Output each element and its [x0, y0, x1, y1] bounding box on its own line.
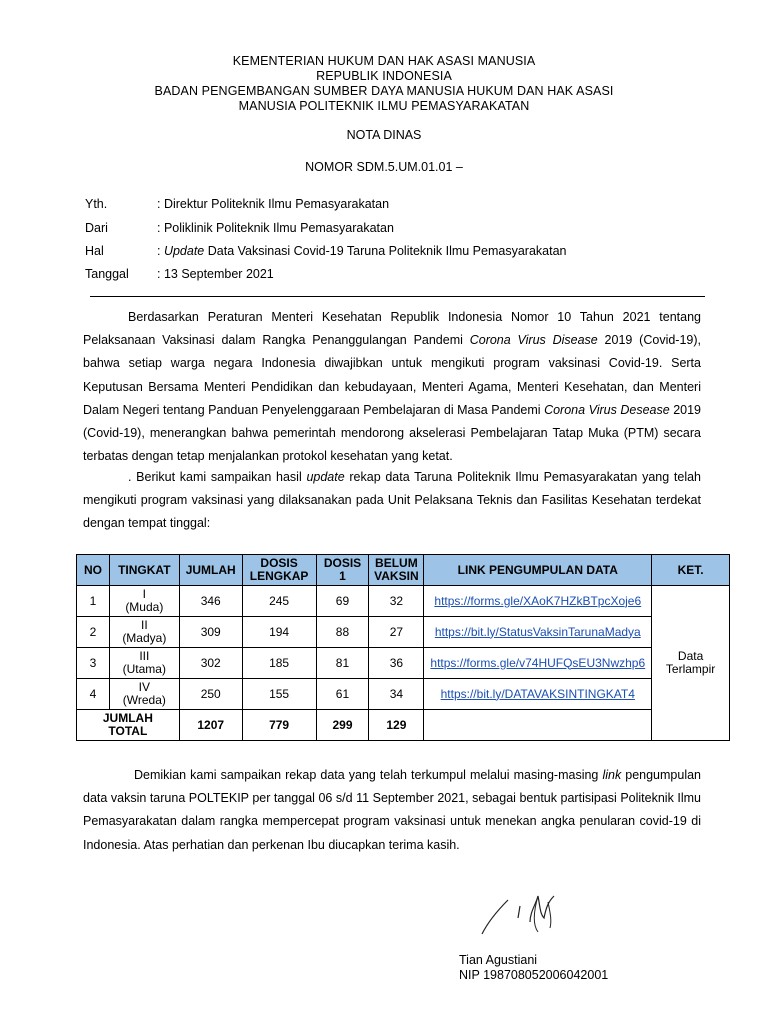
letterhead-line-1: KEMENTERIAN HUKUM DAN HAK ASASI MANUSIA — [232, 54, 536, 68]
cell-belum: 36 — [369, 648, 424, 679]
link-form-tingkat-2[interactable]: https://bit.ly/StatusVaksinTarunaMadya — [434, 624, 641, 639]
cell-tingkat-level: II — [140, 618, 148, 632]
header-dosis1-1: DOSIS — [323, 556, 362, 570]
cell-tingkat-sub: (Wreda) — [122, 693, 166, 707]
cell-link — [424, 617, 652, 648]
para1-italic-a: Corona Virus Disease — [469, 333, 598, 348]
cell-tingkat-level: I — [142, 587, 146, 601]
para1-text-c: 2019 (Covid-19), menerangkan bahwa pemerintah mendorong akselerasi Pembelajaran Tatap Muka (PTM) secara terbatas dengan tetap menjalankan protokol kesehatan yang ketat. — [83, 402, 702, 464]
header-belum-1: BELUM — [375, 556, 418, 570]
link-form-tingkat-1[interactable]: https://forms.gle/XAoK7HZkBTpcXoje6 — [434, 593, 642, 608]
cell-tingkat-sub: (Muda) — [125, 600, 164, 614]
table-total-row — [77, 710, 730, 741]
header-dosis1-2: 1 — [339, 569, 346, 583]
para1-text-b: 2019 (Covid-19), bahwa setiap warga negara Indonesia diwajibkan untuk mengikuti program vaksinasi Covid-19. Serta Keputusan Bersama Menteri Pendidikan dan kebudayaan, Menteri Agama, Menteri Kesehatan, dan Menteri Dalam Negeri tentang Panduan Penyelenggaraan Pembelajaran di Masa Pandemi — [83, 333, 702, 417]
ket-line-2: Terlampir — [665, 662, 716, 676]
cell-link — [424, 679, 652, 710]
separator-line — [90, 296, 705, 297]
cell-tingkat-sub: (Madya) — [122, 631, 167, 645]
header-jumlah: JUMLAH — [179, 555, 242, 586]
header-belum-vaksin — [369, 555, 424, 586]
cell-link — [424, 586, 652, 617]
para2-text-b: rekap data Taruna Politeknik Ilmu Pemasyarakatan yang telah mengikuti program vaksinasi yang dilaksanakan pada Unit Pelaksana Teknis dan Fasilitas Kesehatan terdekat dengan tempat tinggal: — [83, 470, 701, 531]
total-label — [77, 710, 180, 741]
total-dosis1: 299 — [316, 710, 369, 741]
cell-tingkat-level: III — [139, 649, 150, 663]
cell-lengkap: 245 — [242, 586, 316, 617]
cell-tingkat — [109, 679, 179, 710]
para3-text-b: pengumpulan data vaksin taruna POLTEKIP per tanggal 06 s/d 11 September 2021, sebagai bentuk partisipasi Politeknik Ilmu Pemasyarakatan dalam rangka mempercepat program vaksinasi untuk menekan angka penularan covid-19 di Indonesia. Atas perhatian dan perkenan Ibu diucapkan terima kasih. — [83, 768, 702, 852]
cell-jumlah: 346 — [179, 586, 242, 617]
cell-lengkap: 194 — [242, 617, 316, 648]
cell-dosis1: 69 — [316, 586, 369, 617]
meta-dari-label: Dari — [85, 221, 108, 235]
header-belum-2: VAKSIN — [374, 569, 419, 583]
cell-no: 3 — [77, 648, 110, 679]
meta-hal-value — [157, 244, 566, 258]
cell-no: 2 — [77, 617, 110, 648]
paragraph-3 — [83, 764, 701, 857]
cell-no: 1 — [77, 586, 110, 617]
cell-no: 4 — [77, 679, 110, 710]
total-jumlah: 1207 — [179, 710, 242, 741]
cell-belum: 32 — [369, 586, 424, 617]
para2-italic-a: update — [306, 470, 345, 484]
header-ket: KET. — [652, 555, 730, 586]
link-form-tingkat-4[interactable]: https://bit.ly/DATAVAKSINTINGKAT4 — [440, 686, 635, 701]
meta-hal-italic: Update — [163, 244, 205, 258]
total-label-2: TOTAL — [108, 724, 148, 738]
letterhead-line-2: REPUBLIK INDONESIA — [316, 69, 452, 83]
letterhead — [0, 54, 768, 114]
header-tingkat: TINGKAT — [109, 555, 179, 586]
meta-hal-colon: : — [157, 244, 164, 258]
table-header-row — [77, 555, 730, 586]
para3-italic-a: link — [602, 768, 622, 782]
meta-tanggal-label: Tanggal — [85, 267, 129, 281]
meta-yth — [85, 197, 389, 211]
total-lengkap: 779 — [242, 710, 316, 741]
table-row — [77, 679, 730, 710]
table-row — [77, 617, 730, 648]
para2-text-a: . Berikut kami sampaikan hasil — [128, 470, 307, 484]
meta-dari — [85, 221, 394, 235]
signatory-name: Tian Agustiani — [459, 953, 538, 967]
meta-yth-value: : Direktur Politeknik Ilmu Pemasyarakatan — [157, 197, 390, 211]
vaccination-table — [76, 554, 730, 741]
cell-belum: 27 — [369, 617, 424, 648]
meta-hal-rest: Data Vaksinasi Covid-19 Taruna Politeknik Ilmu Pemasyarakatan — [204, 244, 567, 258]
link-form-tingkat-3[interactable]: https://forms.gle/v74HUFQsEU3Nwzhp6 — [430, 655, 646, 670]
header-link: LINK PENGUMPULAN DATA — [424, 555, 652, 586]
meta-tanggal-value: : 13 September 2021 — [157, 267, 274, 281]
header-dosis-lengkap-1: DOSIS — [260, 556, 298, 570]
cell-belum: 34 — [369, 679, 424, 710]
header-no: NO — [77, 555, 110, 586]
cell-ket — [652, 586, 730, 741]
meta-tanggal — [85, 267, 274, 281]
para3-text-a: Demikian kami sampaikan rekap data yang telah terkumpul melalui masing-masing — [134, 768, 603, 782]
meta-dari-value: : Poliklinik Politeknik Ilmu Pemasyarakatan — [157, 221, 394, 235]
cell-jumlah: 302 — [179, 648, 242, 679]
para1-text-a: Berdasarkan Peraturan Menteri Kesehatan Republik Indonesia Nomor 10 Tahun 2021 tentang Pelaksanaan Vaksinasi dalam Rangka Penanggulangan Pandemi — [83, 310, 701, 348]
header-dosis-lengkap-2: LENGKAP — [249, 569, 309, 583]
meta-yth-label: Yth. — [85, 197, 108, 211]
total-link-empty — [424, 710, 652, 741]
cell-dosis1: 61 — [316, 679, 369, 710]
table-row — [77, 586, 730, 617]
meta-hal — [85, 244, 566, 258]
cell-lengkap: 155 — [242, 679, 316, 710]
header-dosis-1 — [316, 555, 369, 586]
meta-hal-label: Hal — [85, 244, 104, 258]
document-title: NOTA DINAS — [346, 128, 422, 142]
total-belum: 129 — [369, 710, 424, 741]
cell-lengkap: 185 — [242, 648, 316, 679]
letterhead-line-3: BADAN PENGEMBANGAN SUMBER DAYA MANUSIA HUKUM DAN HAK ASASI — [154, 84, 614, 98]
cell-dosis1: 81 — [316, 648, 369, 679]
cell-tingkat — [109, 648, 179, 679]
header-dosis-lengkap — [242, 555, 316, 586]
ket-line-1: Data — [677, 649, 704, 663]
cell-tingkat-level: IV — [138, 680, 150, 694]
signature-scribble — [478, 882, 568, 942]
cell-tingkat-sub: (Utama) — [122, 662, 166, 676]
cell-link — [424, 648, 652, 679]
letterhead-line-4: MANUSIA POLITEKNIK ILMU PEMASYARAKATAN — [238, 99, 530, 113]
cell-tingkat — [109, 617, 179, 648]
signatory-nip: NIP 198708052006042001 — [459, 968, 609, 982]
cell-dosis1: 88 — [316, 617, 369, 648]
cell-jumlah: 250 — [179, 679, 242, 710]
cell-tingkat — [109, 586, 179, 617]
document-number: NOMOR SDM.5.UM.01.01 – — [305, 160, 463, 174]
para1-italic-b: Corona Virus Desease — [544, 402, 670, 417]
paragraph-1 — [83, 306, 701, 468]
paragraph-2 — [83, 466, 701, 536]
cell-jumlah: 309 — [179, 617, 242, 648]
table-row — [77, 648, 730, 679]
total-label-1: JUMLAH — [102, 711, 153, 725]
